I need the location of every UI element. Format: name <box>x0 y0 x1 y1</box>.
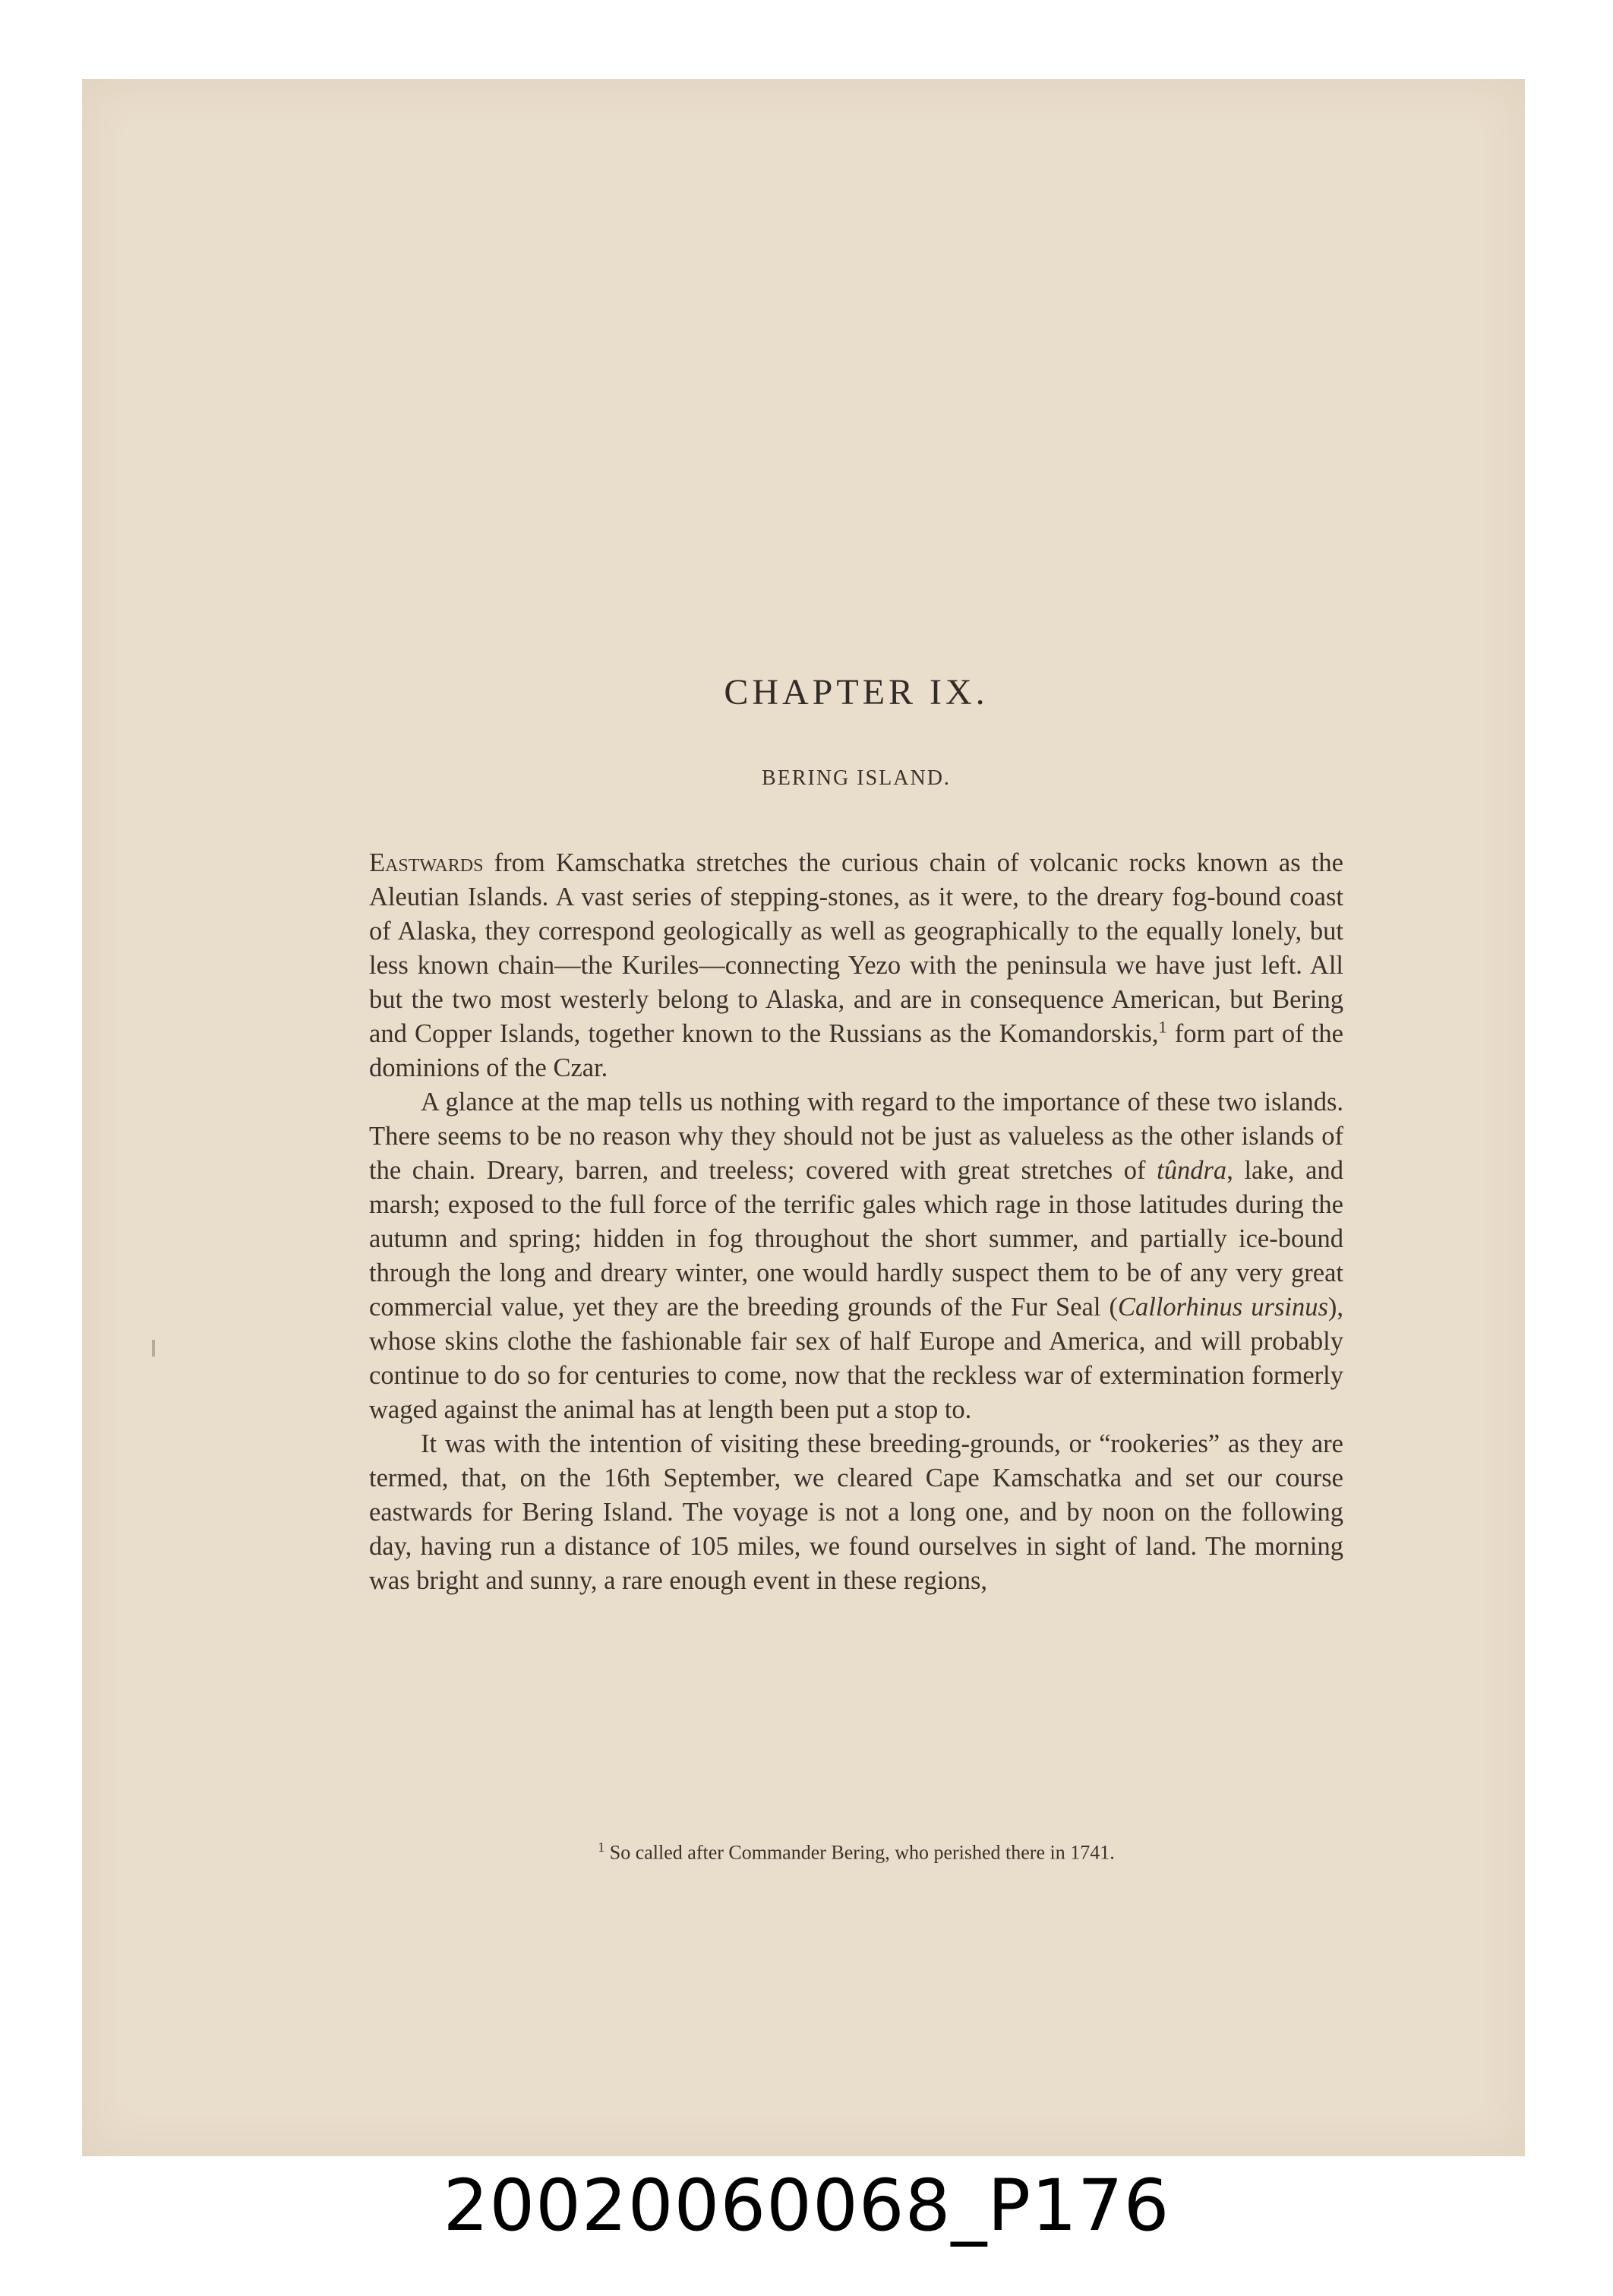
paragraph-text-tail: form part of the dominions of the Czar. <box>369 1019 1343 1082</box>
footnote <box>369 1840 1343 1865</box>
chapter-body <box>369 846 1343 1598</box>
paragraph-text: ), whose skins clothe the fashionable fair sex of half Europe and America, and will probably continue to do so for centuries to come, now that the reckless war of extermination formerly waged against the animal has at length been put a stop to. <box>369 1293 1344 1424</box>
footnote-reference: 1 <box>1158 1017 1167 1037</box>
paragraph-1 <box>369 846 1343 1085</box>
paragraph-text: , lake, and marsh; exposed to the full force of the terrific gales which rage in those latitudes during the autumn and spring; hidden in fog throughout the short summer, and partially ice-bound through the long and dreary winter, one would hardly suspect them to be of any very great commercial value, yet they are the breeding grounds of the Fur Seal ( <box>369 1156 1343 1322</box>
paragraph-text: from Kamschatka stretches the curious chain of volcanic rocks known as the Aleutian Islands. A vast series of stepping-stones, as it were, to the dreary fog-bound coast of Alaska, they correspond geologically as well as geographically to the equally lonely, but less known chain—the Kuriles—connecting Yezo with the peninsula we have just left. All but the two most westerly belong to Alaska, and are in consequence American, but Bering and Copper Islands, together known to the Russians as the Komandorskis, <box>369 848 1343 1048</box>
italic-term: tûndra <box>1157 1156 1227 1185</box>
paragraph-3 <box>369 1427 1343 1598</box>
archive-id-caption: 20020060068_P176 <box>443 2165 1170 2247</box>
italic-species-name: Callorhinus ursinus <box>1117 1293 1328 1322</box>
footnote-mark: 1 <box>598 1840 605 1855</box>
paragraph-2 <box>369 1085 1343 1427</box>
footnote-text: So called after Commander Bering, who perished there in 1741. <box>604 1841 1115 1864</box>
paragraph-lead-word: Eastwards <box>369 848 484 877</box>
page-blemish <box>152 1340 155 1356</box>
paragraph-text: It was with the intention of visiting these breeding-grounds, or “rookeries” as they are termed, that, on the 16th September, we cleared Cape Kamschatka and set our course eastwards for Bering Island. The voyage is not a long one, and by noon on the following day, having run a distance of 105 miles, we found ourselves in sight of land. The morning was bright and sunny, a rare enough event in these regions, <box>369 1429 1343 1595</box>
book-page <box>82 79 1525 2156</box>
paragraph-text: A glance at the map tells us nothing with regard to the importance of these two islands. There seems to be no reason why they should not be just as valueless as the other islands of the chain. Dreary, barren, and treeless; covered with great stretches of <box>369 1088 1343 1185</box>
chapter-title: CHAPTER IX. <box>724 672 989 712</box>
chapter-subtitle: BERING ISLAND. <box>762 766 951 790</box>
